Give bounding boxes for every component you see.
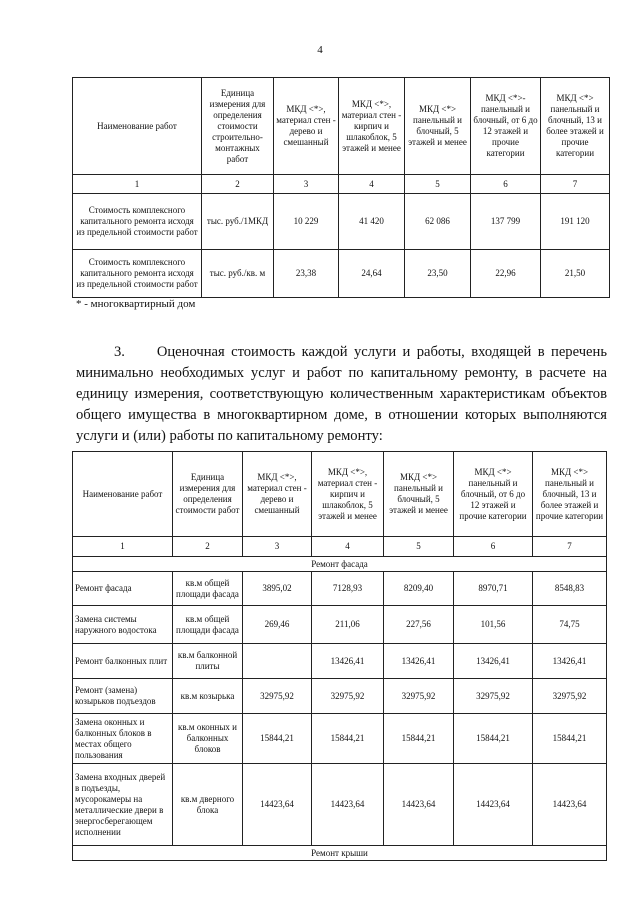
table-row xyxy=(73,250,610,298)
table1-col-number: 5 xyxy=(405,175,471,194)
table1-col-number: 7 xyxy=(541,175,610,194)
table-row xyxy=(73,194,610,250)
table-cell: Стоимость комплексного капитального ремонта исходя из предельной стоимости работ xyxy=(73,250,202,298)
paragraph-number: 3. xyxy=(114,344,125,360)
table2-header-row xyxy=(73,452,607,537)
paragraph-text: Оценочная стоимость каждой услуги и работы, входящей в перечень минимально необходимых услуг и работ по капитальному ремонту, в расчете на единицу измерения, соответствующую количественным характеристикам объектов общего имущества в многоквартирном доме, в отношении которых выполняются услуги и (или) работы по капитальному ремонту: xyxy=(76,344,607,444)
table-cell: 14423,64 xyxy=(384,764,454,846)
table1-header-cell: Единица измерения для определения стоимости строительно-монтажных работ xyxy=(202,78,274,175)
table1-number-row xyxy=(73,175,610,194)
table2-col-number: 7 xyxy=(533,537,607,557)
table-cell: 13426,41 xyxy=(533,644,607,679)
table1-header-cell: МКД <*>, материал стен - кирпич и шлакоблок, 5 этажей и менее xyxy=(339,78,405,175)
table1-col-number: 6 xyxy=(471,175,541,194)
table2-col-number: 2 xyxy=(173,537,243,557)
table2-header-cell: МКД <*> панельный и блочный, 13 и более этажей и прочие категории xyxy=(533,452,607,537)
table1-col-number: 1 xyxy=(73,175,202,194)
table-cell: 62 086 xyxy=(405,194,471,250)
table1-header-cell: МКД <*>, материал стен - дерево и смешанный xyxy=(274,78,339,175)
table-cell: 13426,41 xyxy=(384,644,454,679)
table2-header-cell: Единица измерения для определения стоимости работ xyxy=(173,452,243,537)
table-cell: 21,50 xyxy=(541,250,610,298)
table2-col-number: 5 xyxy=(384,537,454,557)
table-cell: 101,56 xyxy=(454,606,533,644)
table-cell: тыс. руб./кв. м xyxy=(202,250,274,298)
table-cell: тыс. руб./1МКД xyxy=(202,194,274,250)
table2-header-cell: МКД <*> панельный и блочный, 5 этажей и менее xyxy=(384,452,454,537)
section-row-roof xyxy=(73,846,607,861)
page-number: 4 xyxy=(317,44,323,56)
paragraph-3 xyxy=(76,342,607,447)
table-cell: кв.м дверного блока xyxy=(173,764,243,846)
table1-header-cell: Наименование работ xyxy=(73,78,202,175)
table-cell: Ремонт балконных плит xyxy=(73,644,173,679)
section-row-facade xyxy=(73,557,607,572)
table-cell xyxy=(243,644,312,679)
table-cell: 32975,92 xyxy=(454,679,533,714)
table-cell: 8970,71 xyxy=(454,572,533,606)
table-cell: 41 420 xyxy=(339,194,405,250)
table-cell: 32975,92 xyxy=(384,679,454,714)
table-row xyxy=(73,644,607,679)
table-cell: 14423,64 xyxy=(454,764,533,846)
table-cell: кв.м козырька xyxy=(173,679,243,714)
table-cell: 269,46 xyxy=(243,606,312,644)
table2-col-number: 1 xyxy=(73,537,173,557)
table-cell: Стоимость комплексного капитального ремонта исходя из предельной стоимости работ xyxy=(73,194,202,250)
table-cell: Ремонт (замена) козырьков подъездов xyxy=(73,679,173,714)
table-cell: 15844,21 xyxy=(454,714,533,764)
table-cell: 211,06 xyxy=(312,606,384,644)
cost-table-1 xyxy=(72,77,610,298)
table-cell: 15844,21 xyxy=(533,714,607,764)
table-row xyxy=(73,714,607,764)
table-cell: 8209,40 xyxy=(384,572,454,606)
table-cell: 7128,93 xyxy=(312,572,384,606)
table-cell: кв.м общей площади фасада xyxy=(173,572,243,606)
table-row xyxy=(73,679,607,714)
table-cell: 13426,41 xyxy=(312,644,384,679)
table-cell: 23,38 xyxy=(274,250,339,298)
table-cell: Замена системы наружного водостока xyxy=(73,606,173,644)
section-title: Ремонт крыши xyxy=(73,846,607,861)
table1-header-cell: МКД <*> панельный и блочный, 5 этажей и менее xyxy=(405,78,471,175)
table-cell: 32975,92 xyxy=(533,679,607,714)
table1-header-cell: МКД <*> панельный и блочный, 13 и более этажей и прочие категории xyxy=(541,78,610,175)
table1-col-number: 3 xyxy=(274,175,339,194)
table-cell: 15844,21 xyxy=(384,714,454,764)
table-cell: Замена оконных и балконных блоков в местах общего пользования xyxy=(73,714,173,764)
table-cell: 32975,92 xyxy=(243,679,312,714)
table1-header-cell: МКД <*>- панельный и блочный, от 6 до 12 этажей и прочие категории xyxy=(471,78,541,175)
table2-number-row xyxy=(73,537,607,557)
table2-header-cell: МКД <*>, материал стен - кирпич и шлакоблок, 5 этажей и менее xyxy=(312,452,384,537)
table-row xyxy=(73,606,607,644)
table-cell: 137 799 xyxy=(471,194,541,250)
table-cell: 23,50 xyxy=(405,250,471,298)
table-cell: 14423,64 xyxy=(243,764,312,846)
table1-col-number: 4 xyxy=(339,175,405,194)
table-cell: 227,56 xyxy=(384,606,454,644)
table-row xyxy=(73,572,607,606)
table-cell: Замена входных дверей в подъезды, мусорокамеры на металлические двери в энергосберегающем исполнении xyxy=(73,764,173,846)
table-cell: 15844,21 xyxy=(243,714,312,764)
section-title: Ремонт фасада xyxy=(73,557,607,572)
table-cell: 13426,41 xyxy=(454,644,533,679)
table-cell: 22,96 xyxy=(471,250,541,298)
table-cell: кв.м балконной плиты xyxy=(173,644,243,679)
table2-header-cell: МКД <*> панельный и блочный, от 6 до 12 этажей и прочие категории xyxy=(454,452,533,537)
table-cell: 32975,92 xyxy=(312,679,384,714)
table-cell: 8548,83 xyxy=(533,572,607,606)
table-cell: кв.м общей площади фасада xyxy=(173,606,243,644)
table-cell: 15844,21 xyxy=(312,714,384,764)
table-cell: 10 229 xyxy=(274,194,339,250)
table2-header-cell: МКД <*>, материал стен - дерево и смешанный xyxy=(243,452,312,537)
table2-col-number: 4 xyxy=(312,537,384,557)
table2-col-number: 3 xyxy=(243,537,312,557)
table-cell: 14423,64 xyxy=(312,764,384,846)
table-cell: кв.м оконных и балконных блоков xyxy=(173,714,243,764)
table1-col-number: 2 xyxy=(202,175,274,194)
table-cell: Ремонт фасада xyxy=(73,572,173,606)
table-cell: 3895,02 xyxy=(243,572,312,606)
table2-header-cell: Наименование работ xyxy=(73,452,173,537)
table1-header-row xyxy=(73,78,610,175)
table2-col-number: 6 xyxy=(454,537,533,557)
table-cell: 14423,64 xyxy=(533,764,607,846)
table-cell: 74,75 xyxy=(533,606,607,644)
table-cell: 191 120 xyxy=(541,194,610,250)
table-cell: 24,64 xyxy=(339,250,405,298)
footnote: * - многоквартирный дом xyxy=(76,298,196,310)
cost-table-2 xyxy=(72,451,607,861)
table-row xyxy=(73,764,607,846)
